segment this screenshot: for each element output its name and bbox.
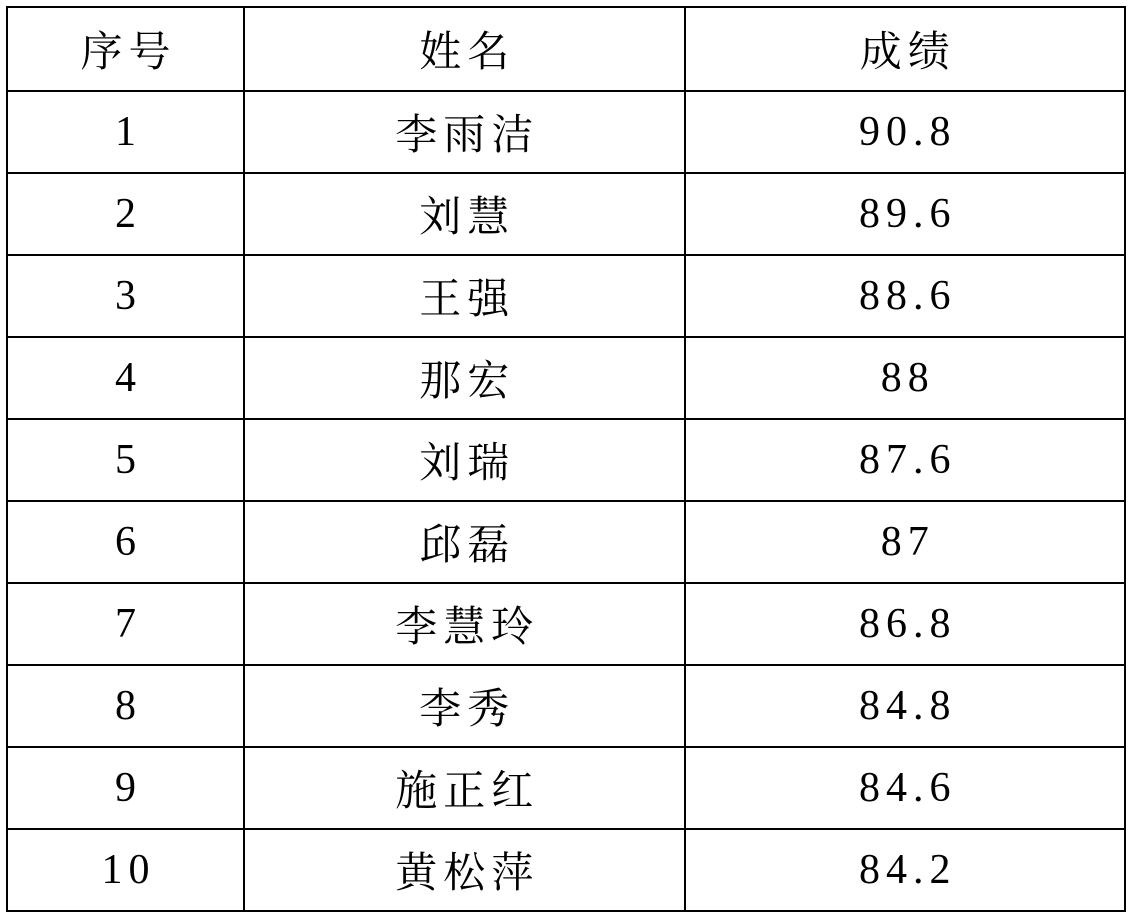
cell-name: 邱磊	[244, 501, 684, 583]
cell-name: 李慧玲	[244, 583, 684, 665]
cell-index: 7	[7, 583, 244, 665]
header-cell-index: 序号	[7, 7, 244, 91]
table-row	[7, 583, 1125, 665]
cell-score: 88	[685, 337, 1126, 419]
cell-score: 90.8	[685, 91, 1126, 173]
table-row	[7, 501, 1125, 583]
cell-name: 刘瑞	[244, 419, 684, 501]
table-row	[7, 419, 1125, 501]
cell-index: 6	[7, 501, 244, 583]
table-row	[7, 255, 1125, 337]
table-row	[7, 747, 1125, 829]
header-cell-score: 成绩	[685, 7, 1126, 91]
table-row	[7, 829, 1125, 911]
cell-name: 刘慧	[244, 173, 684, 255]
cell-index: 3	[7, 255, 244, 337]
cell-name: 施正红	[244, 747, 684, 829]
table-row	[7, 173, 1125, 255]
cell-index: 2	[7, 173, 244, 255]
cell-score: 84.2	[685, 829, 1126, 911]
cell-name: 那宏	[244, 337, 684, 419]
cell-index: 10	[7, 829, 244, 911]
cell-score: 89.6	[685, 173, 1126, 255]
cell-score: 88.6	[685, 255, 1126, 337]
cell-name: 李雨洁	[244, 91, 684, 173]
header-row	[7, 7, 1125, 91]
table-row	[7, 337, 1125, 419]
score-table	[6, 6, 1126, 912]
cell-index: 9	[7, 747, 244, 829]
cell-index: 8	[7, 665, 244, 747]
header-cell-name: 姓名	[244, 7, 684, 91]
cell-index: 5	[7, 419, 244, 501]
cell-score: 87	[685, 501, 1126, 583]
table-row	[7, 665, 1125, 747]
table-row	[7, 91, 1125, 173]
cell-score: 86.8	[685, 583, 1126, 665]
cell-name: 李秀	[244, 665, 684, 747]
cell-score: 87.6	[685, 419, 1126, 501]
cell-index: 1	[7, 91, 244, 173]
cell-index: 4	[7, 337, 244, 419]
cell-score: 84.6	[685, 747, 1126, 829]
table-header	[7, 7, 1125, 91]
cell-name: 黄松萍	[244, 829, 684, 911]
cell-name: 王强	[244, 255, 684, 337]
table-body	[7, 91, 1125, 911]
cell-score: 84.8	[685, 665, 1126, 747]
